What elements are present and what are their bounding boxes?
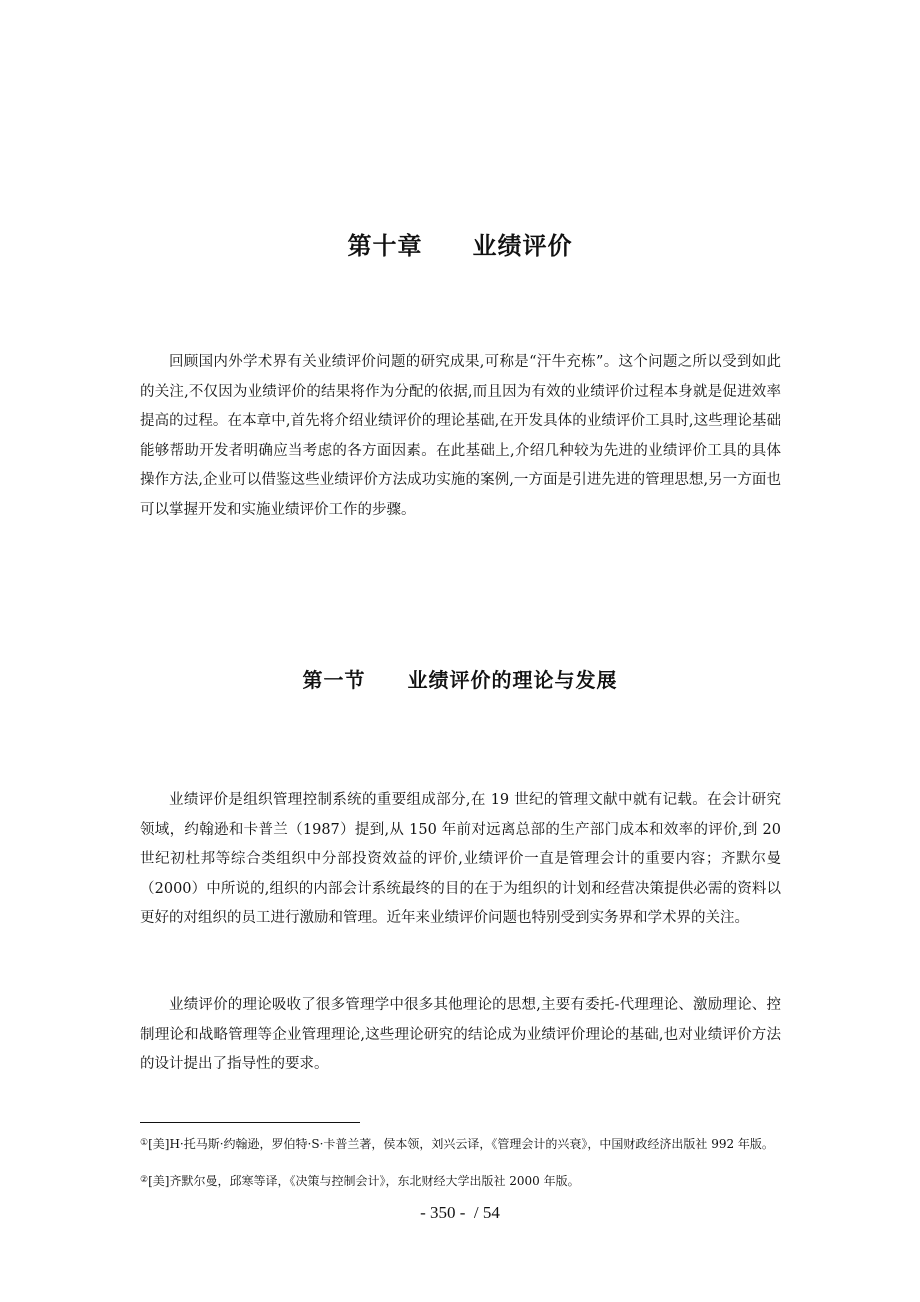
intro-paragraph: 回顾国内外学术界有关业绩评价问题的研究成果,可称是“汗牛充栋”。这个问题之所以受到如此的关注,不仅因为业绩评价的结果将作为分配的依据,而且因为有效的业绩评价过程本身就是促进效率提高的过程。在本章中,首先将介绍业绩评价的理论基础,在开发具体的业绩评价工具时,这些理论基础能够帮助开发者明确应当考虑的各方面因素。在此基础上,介绍几种较为先进的业绩评价工具的具体操作方法,企业可以借鉴这些业绩评价方法成功实施的案例,一方面是引进先进的管理思想,另一方面也可以掌握开发和实施业绩评价工作的步骤。 [140,354,781,518]
footnote-2-mark: ② [140,1175,149,1185]
footnote-1 [140,1134,781,1154]
footnote-1-text: [美]H·托马斯·约翰逊，罗伯特·S·卡普兰著，侯本领，刘兴云译，《管理会计的兴衰》，中国财政经济出版社 992 年版。 [148,1137,774,1151]
section-title: 第一节 业绩评价的理论与发展 [302,668,618,692]
section-paragraph-1: 业绩评价是组织管理控制系统的重要组成部分,在 19 世纪的管理文献中就有记载。在会计研究领域，约翰逊和卡普兰（1987）提到,从 150 年前对远离总部的生产部门成本和效率的评价,到 20 世纪初杜邦等综合类组织中分部投资效益的评价,业绩评价一直是管理会计的重要内容；齐默尔曼（2000）中所说的,组织的内部会计系统最终的目的在于为组织的计划和经营决策提供必需的资料以更好的对组织的员工进行激励和管理。近年来业绩评价问题也特别受到实务界和学术界的关注。 [140,792,781,926]
chapter-title: 第十章 业绩评价 [347,231,573,260]
footnote-1-mark: ① [140,1138,149,1148]
footnote-2-text: [美]齐默尔曼，邱寒等译，《决策与控制会计》，东北财经大学出版社 2000 年版。 [148,1174,580,1188]
footnote-divider [140,1122,360,1123]
page-number: - 350 - / 54 [420,1203,500,1222]
section-paragraph-2: 业绩评价的理论吸收了很多管理学中很多其他理论的思想,主要有委托-代理理论、激励理论、控制理论和战略管理等企业管理理论,这些理论研究的结论成为业绩评价理论的基础,也对业绩评价方法的设计提出了指导性的要求。 [140,997,781,1072]
footnote-2 [140,1171,781,1191]
